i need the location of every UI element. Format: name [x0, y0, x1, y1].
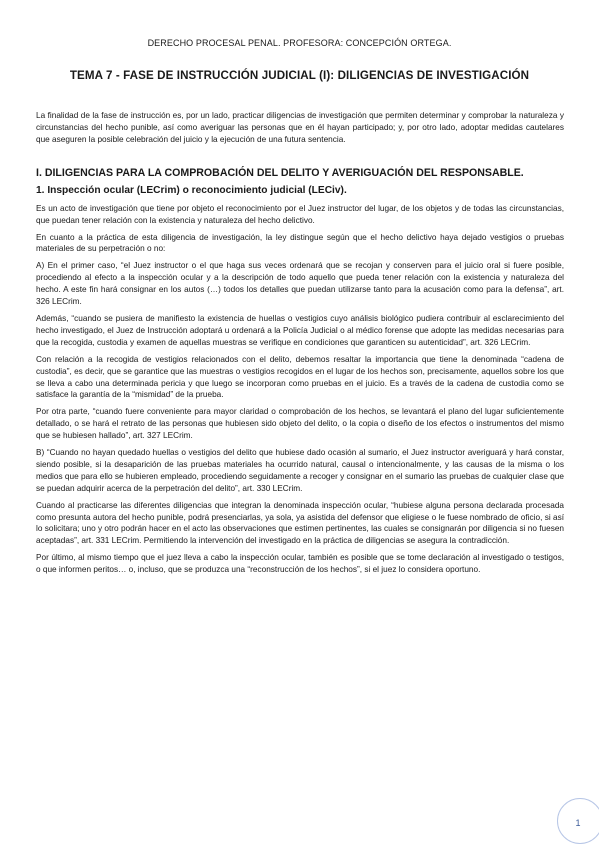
body-paragraph: B) “Cuando no hayan quedado huellas o vestigios del delito que hubiese dado ocasión al sumario, el Juez instructor averiguará y hará constar, siendo posible, si la desaparición de las pruebas materiales ha ocurrido natural, causal o intencionalmente, y las causas de la misma o los medios que para ello se hubieren empleado, procediendo seguidamente a recoger y consignar en el sumario las pruebas de cualquier clase que se puedan adquirir acerca de la perpetración del delito”, art. 330 LECrim. — [36, 448, 564, 493]
document-body — [36, 110, 564, 576]
body-paragraph: Por otra parte, “cuando fuere conveniente para mayor claridad o comprobación de los hechos, se levantará el plano del lugar suficientemente detallado, o se hará el retrato de las personas que hubiesen sido objeto del delito, o la copia o diseño de los efectos o instrumentos del mismo que se hubiesen hallado”, art. 327 LECrim. — [36, 407, 564, 441]
body-paragraph: Además, “cuando se pusiera de manifiesto la existencia de huellas o vestigios cuyo análisis biológico pudiera contribuir al esclarecimiento del hecho investigado, el Juez de Instrucción adoptará u ordenará a la Policía Judicial o al médico forense que adopte las medidas necesarias para que la recogida, custodia y examen de aquellas muestras se verifique en condiciones que garanticen su autenticidad”, art. 326 LECrim. — [36, 313, 564, 347]
intro-paragraph: La finalidad de la fase de instrucción es, por un lado, practicar diligencias de investigación que permiten determinar y comprobar la naturaleza y circunstancias del hecho punible, así como averiguar las personas que en él hayan participado; y, por otro lado, adoptar medidas cautelares que aseguren la posible celebración del juicio y la ejecución de una futura sentencia. — [36, 111, 564, 144]
body-paragraph: Cuando al practicarse las diferentes diligencias que integran la denominada inspección ocular, “hubiese alguna persona declarada procesada como presunta autora del hecho punible, podrá presenciarlas, ya sola, ya asistida del defensor que eligiese o le fuese nombrado de oficio, si así lo solicitara; uno y otro podrán hacer en el acto las observaciones que estimen pertinentes, las cuales se consignarán por diligencia si no fuesen aceptadas”, art. 331 LECrim. Permitiendo la intervención del investigado en la práctica de diligencias se asegura la contradicción. — [36, 500, 564, 546]
running-header: DERECHO PROCESAL PENAL. PROFESORA: CONCEPCIÓN ORTEGA. — [147, 38, 452, 48]
document-title: TEMA 7 - FASE DE INSTRUCCIÓN JUDICIAL (I): DILIGENCIAS DE INVESTIGACIÓN — [69, 69, 530, 82]
body-paragraph: A) En el primer caso, “el Juez instructor o el que haga sus veces ordenará que se recojan y conserven para el juicio oral si fuere posible, procediendo al efecto a la inspección ocular y a la descripción de todo aquello que pueda tener relación con la existencia y naturaleza del hecho. A este fin hará consignar en los autos (…) todos los detalles que puedan utilizarse tanto para la acusación como para la defensa”, art. 326 LECrim. — [36, 261, 564, 307]
body-paragraph: Es un acto de investigación que tiene por objeto el reconocimiento por el Juez instructor del lugar, de los objetos y de todas las circunstancias, que puedan tener relación con la existencia y naturaleza del hecho delictivo. — [36, 203, 564, 225]
page-number: 1 — [575, 818, 581, 828]
body-paragraph: Por último, al mismo tiempo que el juez lleva a cabo la inspección ocular, también es posible que se tome declaración al investigado o testigos, o que informen peritos… o, incluso, que se produzca una “reconstrucción de los hechos”, si el juez lo considera oportuno. — [36, 553, 564, 575]
body-paragraph: En cuanto a la práctica de esta diligencia de investigación, la ley distingue según que el hecho delictivo haya dejado vestigios o pruebas materiales de su perpetración o no: — [36, 232, 564, 254]
subsection-heading: 1. Inspección ocular (LECrim) o reconocimiento judicial (LECiv). — [36, 184, 347, 196]
body-paragraph: Con relación a la recogida de vestigios relacionados con el delito, debemos resaltar la importancia que tiene la denominada “cadena de custodia”, es decir, que se garantice que las muestras o vestigios recogidos en el lugar de los hechos son, precisamente, aquellos sobre los que se lleva a cabo una determinada pericia y que luego se incorporan como pruebas en el juicio. Es a través de la cadena de custodia como se satisface la garantía de la “mismidad” de la prueba. — [36, 354, 564, 400]
section-heading: I. DILIGENCIAS PARA LA COMPROBACIÓN DEL DELITO Y AVERIGUACIÓN DEL RESPONSABLE. — [36, 166, 524, 179]
